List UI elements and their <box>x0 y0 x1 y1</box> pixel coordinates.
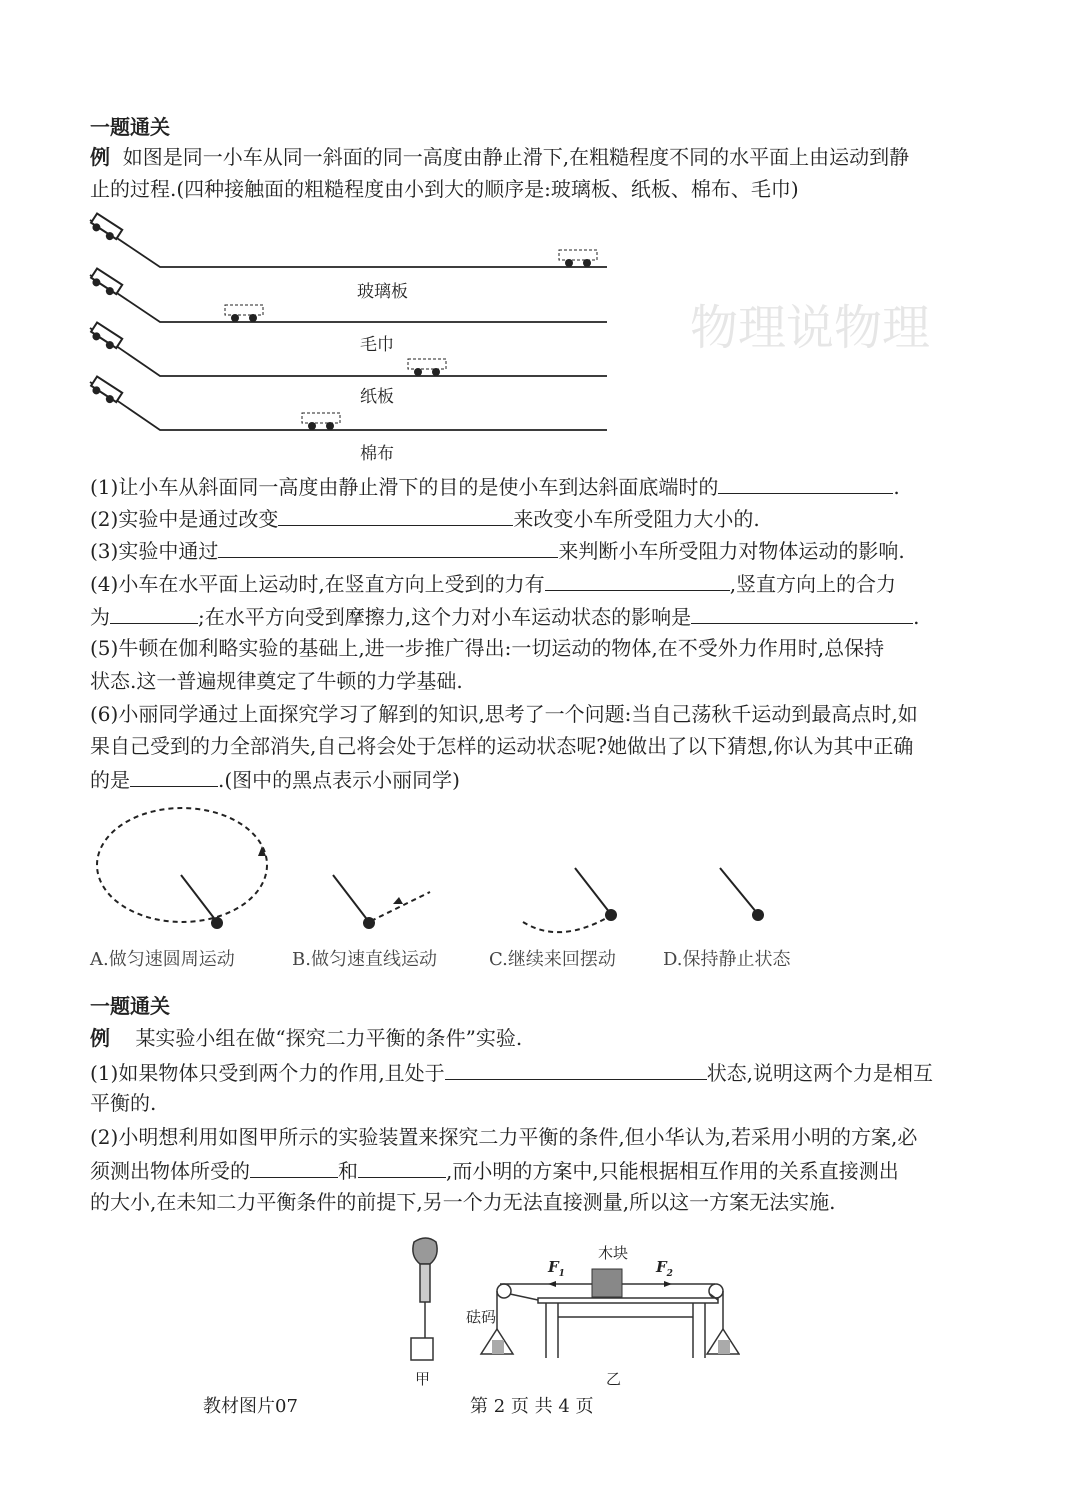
label-jia: 甲 <box>415 1370 431 1388</box>
s2-question-1-line1 <box>90 1057 933 1087</box>
f1-symbol: F <box>548 1258 559 1276</box>
question-6-line3 <box>90 764 460 794</box>
q-text: 来改变小车所受阻力大小的. <box>513 507 760 531</box>
question-2 <box>90 503 760 533</box>
question-4-line1 <box>90 568 896 598</box>
answer-blank[interactable] <box>545 568 730 591</box>
answer-blank[interactable] <box>110 601 198 624</box>
f2-symbol: F <box>656 1258 667 1276</box>
q-text: (1)如果物体只受到两个力的作用,且处于 <box>90 1061 445 1085</box>
q-text: . <box>893 475 900 499</box>
option-c: C.继续来回摆动 <box>489 949 616 970</box>
ramp-figure <box>85 205 615 465</box>
q-text: 来判断小车所受阻力对物体运动的影响. <box>558 539 905 563</box>
answer-blank[interactable] <box>445 1057 707 1080</box>
option-a: A.做匀速圆周运动 <box>90 949 235 970</box>
label-yi: 乙 <box>606 1370 622 1388</box>
pendulum-options-figure <box>85 800 785 940</box>
q-text: (4)小车在水平面上运动时,在竖直方向上受到的力有 <box>90 572 545 596</box>
q-text: (1)让小车从斜面同一高度由静止滑下的目的是使小车到达斜面底端时的 <box>90 475 719 499</box>
intro-text: 如图是同一小车从同一斜面的同一高度由静止滑下,在粗糙程度不同的水平面上由运动到静 <box>122 145 910 169</box>
q-text: (3)实验中通过 <box>90 539 219 563</box>
s2-question-2-line1: (2)小明想利用如图甲所示的实验装置来探究二力平衡的条件,但小华认为,若采用小明的方案,必 <box>90 1125 918 1149</box>
q-text: ;在水平方向受到摩擦力,这个力对小车运动状态的影响是 <box>198 605 692 629</box>
q-text: ,而小明的方案中,只能根据相互作用的关系直接测出 <box>446 1159 899 1183</box>
q-text: 的是 <box>90 768 130 792</box>
surface-label-glass: 玻璃板 <box>357 282 408 302</box>
surface-label-cotton: 棉布 <box>360 444 394 464</box>
option-d: D.保持静止状态 <box>663 949 791 970</box>
q-text: . <box>913 605 920 629</box>
q-text: 和 <box>338 1159 358 1183</box>
question-4-line2 <box>90 601 919 631</box>
s2-question-2-line3: 的大小,在未知二力平衡条件的前提下,另一个力无法直接测量,所以这一方案无法实施. <box>90 1190 836 1214</box>
example-label: 例 <box>90 145 110 169</box>
q-text: (2)实验中是通过改变 <box>90 507 279 531</box>
question-3 <box>90 535 905 565</box>
answer-blank[interactable] <box>718 471 893 494</box>
page-number: 第 2 页 共 4 页 <box>470 1396 594 1417</box>
question-5-line2: 状态.这一普遍规律奠定了牛顿的力学基础. <box>90 669 463 693</box>
example-intro-line1 <box>90 143 909 171</box>
section-heading-2: 一题通关 <box>90 994 170 1018</box>
f2-subscript: 2 <box>666 1269 673 1279</box>
answer-blank[interactable] <box>130 764 218 787</box>
surface-label-towel: 毛巾 <box>360 335 394 355</box>
example-2-intro <box>90 1024 522 1052</box>
label-block: 木块 <box>598 1244 629 1262</box>
answer-blank[interactable] <box>218 535 558 558</box>
footer-figure-ref: 教材图片07 <box>203 1396 298 1417</box>
question-5-line1: (5)牛顿在伽利略实验的基础上,进一步推广得出:一切运动的物体,在不受外力作用时,总保持 <box>90 636 885 660</box>
example-intro-line2: 止的过程.(四种接触面的粗糙程度由小到大的顺序是:玻璃板、纸板、棉布、毛巾) <box>90 177 799 201</box>
answer-blank[interactable] <box>278 503 513 526</box>
question-6-line1: (6)小丽同学通过上面探究学习了解到的知识,思考了一个问题:当自己荡秋千运动到最高点时,如 <box>90 702 918 726</box>
question-6-line2: 果自己受到的力全部消失,自己将会处于怎样的运动状态呢?她做出了以下猜想,你认为其中正确 <box>90 734 914 758</box>
example-label: 例 <box>90 1026 110 1050</box>
question-1 <box>90 471 900 501</box>
answer-blank[interactable] <box>250 1155 338 1178</box>
answer-blank[interactable] <box>358 1155 446 1178</box>
surface-label-cardboard: 纸板 <box>360 387 394 407</box>
q-text: 须测出物体所受的 <box>90 1159 250 1183</box>
s2-question-2-line2 <box>90 1155 899 1185</box>
option-b: B.做匀速直线运动 <box>292 949 437 970</box>
intro-text: 某实验小组在做“探究二力平衡的条件”实验. <box>135 1026 523 1050</box>
watermark: 物理说物理 <box>690 300 931 356</box>
label-f1 <box>547 1258 565 1279</box>
s2-question-1-line2: 平衡的. <box>90 1091 157 1115</box>
q-text: .(图中的黑点表示小丽同学) <box>218 768 460 792</box>
label-f2 <box>655 1258 673 1279</box>
section-heading-1: 一题通关 <box>90 115 170 139</box>
answer-blank[interactable] <box>691 601 913 624</box>
f1-subscript: 1 <box>558 1269 565 1279</box>
q-text: 状态,说明这两个力是相互 <box>706 1061 934 1085</box>
label-weights: 砝码 <box>466 1308 497 1326</box>
q-text: ,竖直方向上的合力 <box>729 572 897 596</box>
q-text: 为 <box>90 605 110 629</box>
force-balance-apparatus-figure <box>400 1232 740 1392</box>
